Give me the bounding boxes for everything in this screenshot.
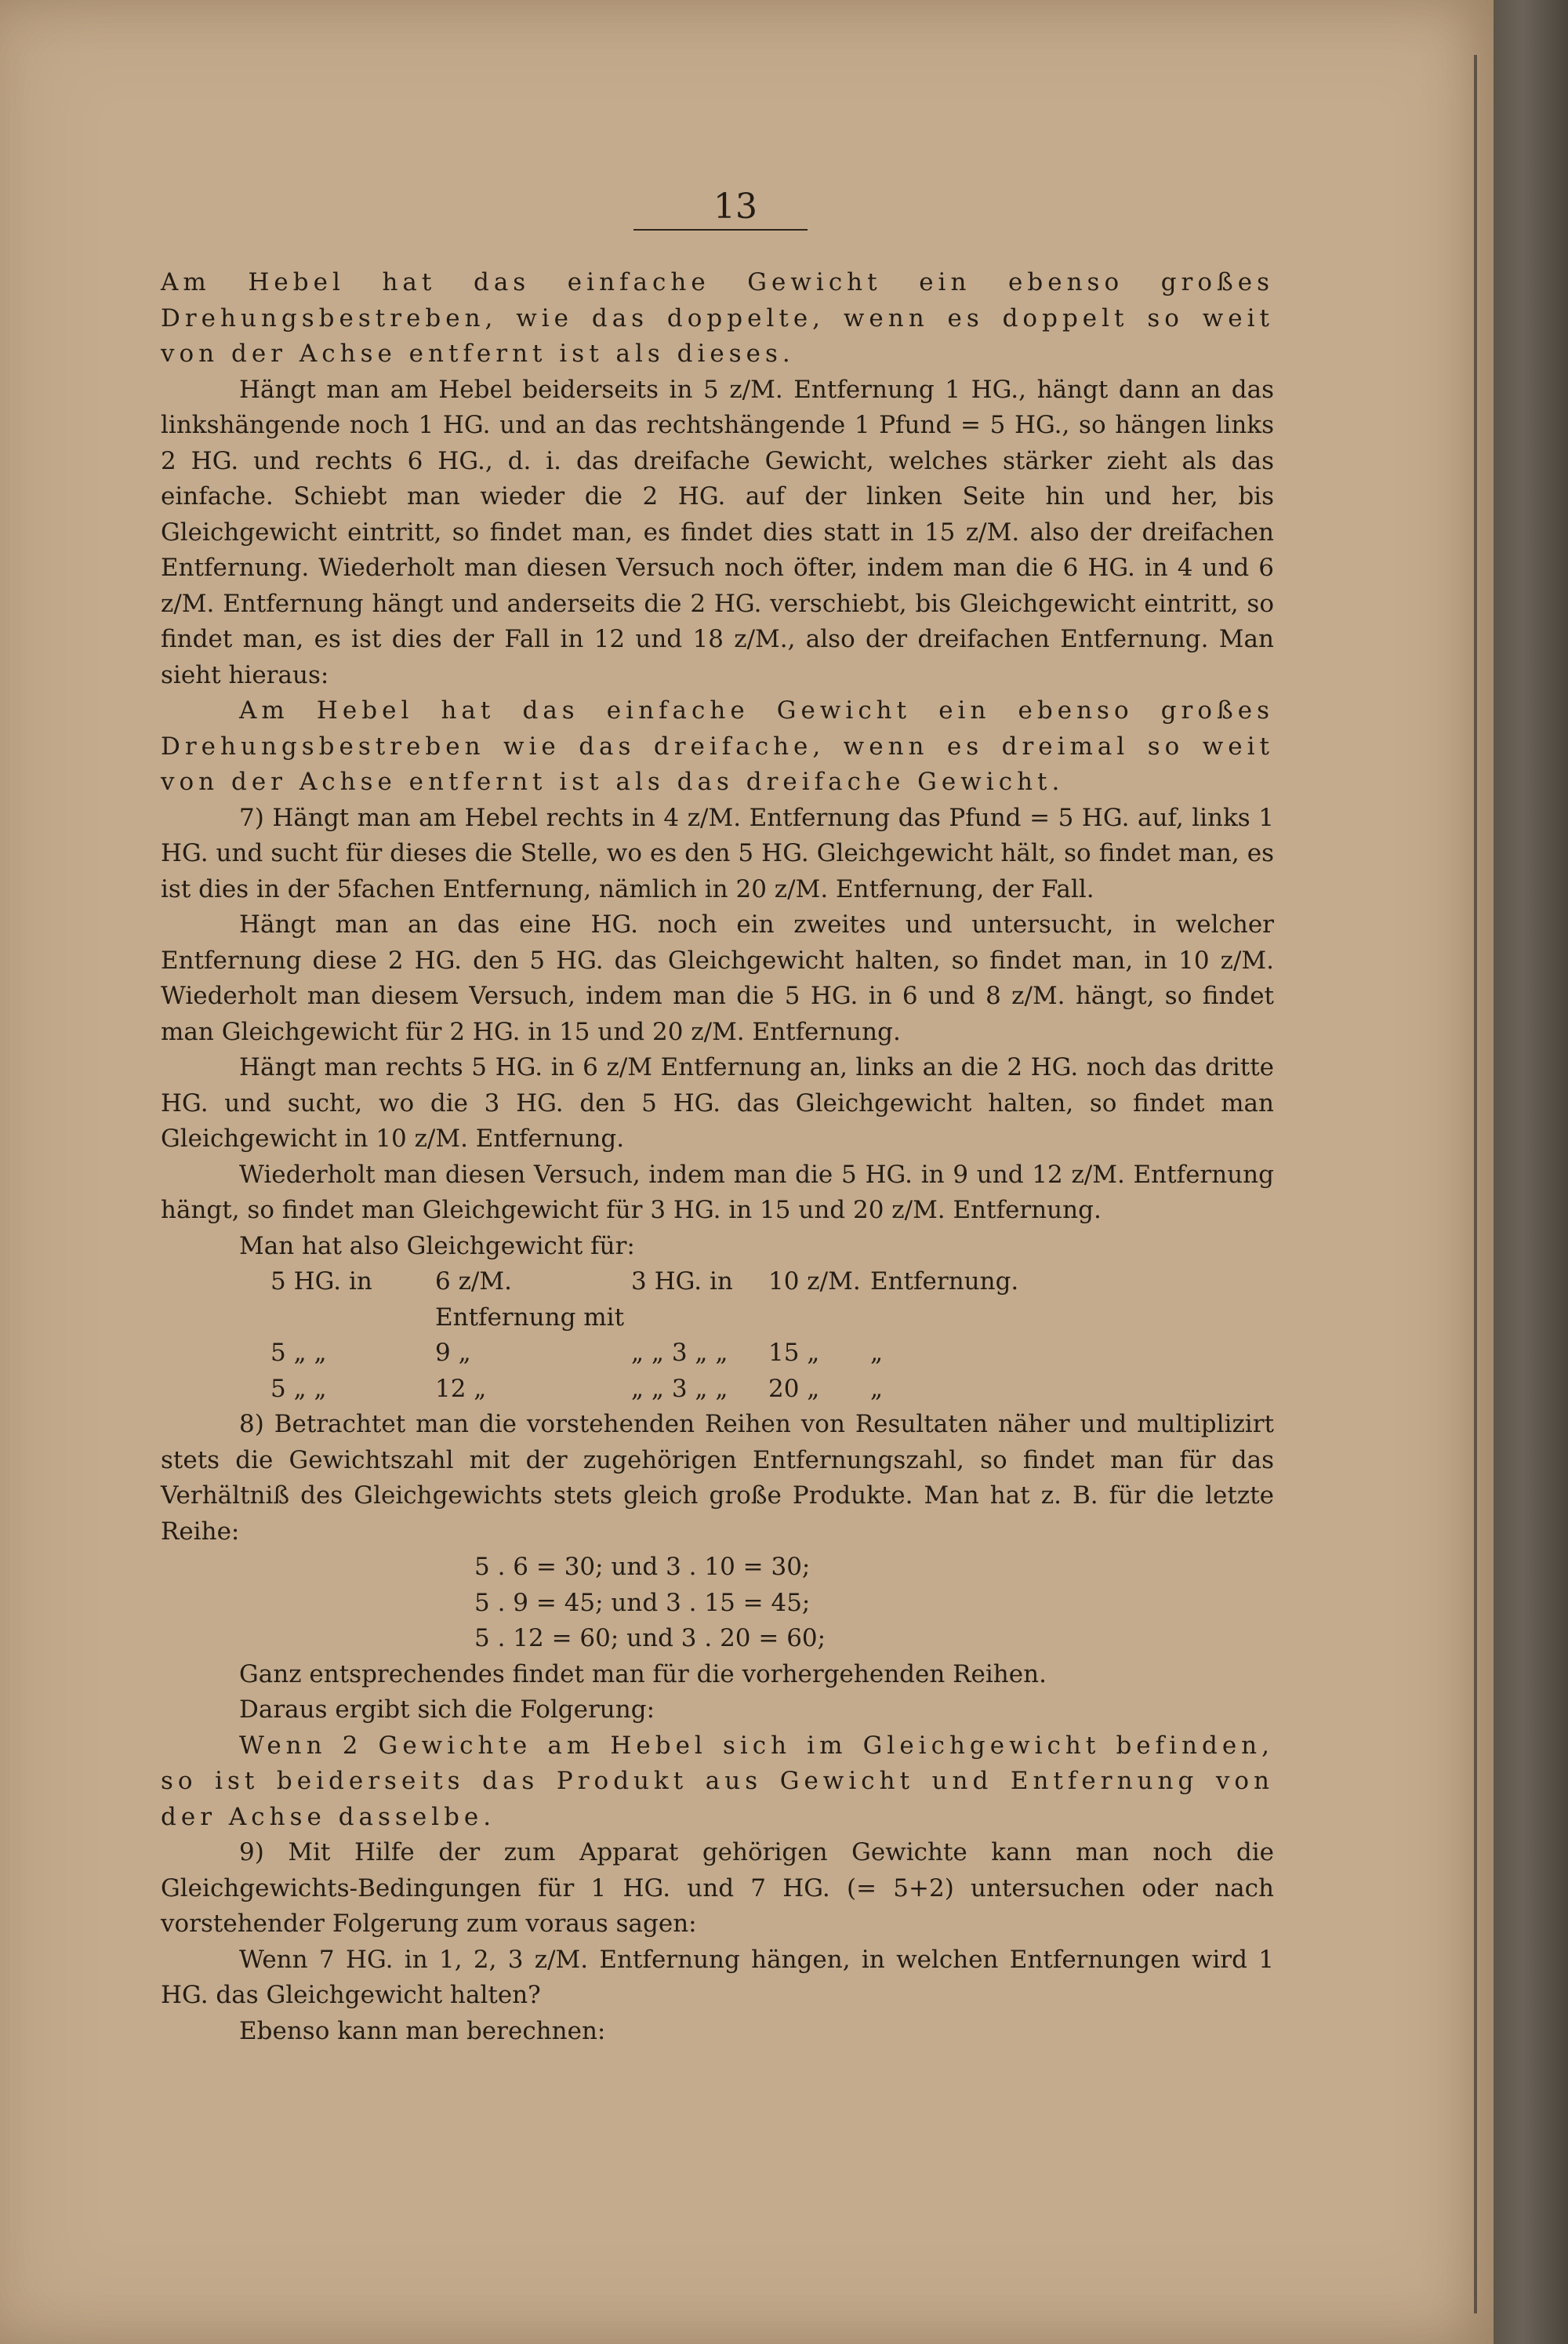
paragraph-item-9: 9) Mit Hilfe der zum Apparat gehörigen Gewichte kann man noch die Gleichgewichts-Bedingungen für 1 HG. und 7 HG. (= 5+2) untersuchen oder nach vorstehender Folgerung zum voraus sagen:: [161, 1838, 1274, 1938]
equation-line: 5 . 9 = 45; und 3 . 15 = 45;: [474, 1588, 811, 1617]
results-cell: 5 „ „: [270, 1374, 327, 1403]
paragraph-conclusion-intro: Daraus ergibt sich die Folgerung:: [239, 1695, 655, 1724]
equation-line: 5 . 12 = 60; und 3 . 20 = 60;: [474, 1624, 826, 1652]
page-number: 13: [713, 187, 757, 227]
results-cell: 12 „: [435, 1374, 487, 1403]
results-cell: 6 z/M. Entfernung mit: [435, 1267, 625, 1332]
equation-line: 5 . 6 = 30; und 3 . 10 = 30;: [474, 1553, 811, 1581]
results-cell: 9 „: [435, 1339, 471, 1367]
equation-block: [161, 1550, 1274, 1657]
results-cell: 5 HG. in: [270, 1267, 372, 1296]
paragraph-corresponding: Ganz entsprechendes findet man für die vorhergehenden Reihen.: [239, 1659, 1047, 1688]
paragraph-two-weights: Hängt man an das eine HG. noch ein zweites und untersucht, in welcher Entfernung diese 2 HG. den 5 HG. das Gleichgewicht halten, so findet man, in 10 z/M. Wiederholt man diesem Versuch, indem man die 5 HG. in 6 und 8 z/M. hängt, so findet man Gleichgewicht für 2 HG. in 15 und 20 z/M. Entfernung.: [161, 910, 1274, 1046]
page-number-rule: [633, 229, 808, 231]
results-cell: 10 z/M.: [768, 1267, 861, 1296]
paragraph-law-triple: Am Hebel hat das einfache Gewicht ein ebenso großes Drehungsbestreben wie das dreifache, wenn es dreimal so weit von der Achse entfernt ist als das dreifache Gewicht.: [161, 696, 1274, 796]
results-cell: „: [870, 1374, 884, 1403]
paragraph-item-8: 8) Betrachtet man die vorstehenden Reihen von Resultaten näher und multiplizirt stets die Gewichtszahl mit der zugehörigen Entfernungszahl, so findet man für das Verhältniß des Gleichgewichts stets gleich große Produkte. Man hat z. B. für die letzte Reihe:: [161, 1410, 1274, 1546]
paragraph-law-equilibrium: Wenn 2 Gewichte am Hebel sich im Gleichgewicht befinden, so ist beiderseits das Produkt aus Gewicht und Entfernung von der Achse dasselbe.: [161, 1731, 1274, 1831]
results-cell: Entfernung.: [870, 1267, 1019, 1296]
paragraph-law-double: Am Hebel hat das einfache Gewicht ein ebenso großes Drehungsbestreben, wie das doppelte, wenn es doppelt so weit von der Achse entfernt ist als dieses.: [161, 268, 1274, 368]
results-cell: 3 HG. in: [631, 1267, 733, 1296]
paragraph-three-weights: Hängt man rechts 5 HG. in 6 z/M Entfernung an, links an die 2 HG. noch das dritte HG. und sucht, wo die 3 HG. den 5 HG. das Gleichgewicht halten, so findet man Gleichgewicht in 10 z/M. Entfernung.: [161, 1053, 1274, 1153]
results-row: [270, 1372, 1274, 1408]
paragraph-item-7: 7) Hängt man am Hebel rechts in 4 z/M. Entfernung das Pfund = 5 HG. auf, links 1 HG. und sucht für dieses die Stelle, wo es den 5 HG. Gleichgewicht hält, so findet man, es ist dies in der 5fachen Entfernung, nämlich in 20 z/M. Entfernung, der Fall.: [161, 803, 1274, 903]
results-row: [270, 1336, 1274, 1372]
results-cell: 15 „: [768, 1339, 820, 1367]
page-body: [161, 265, 1274, 2049]
results-cell: 20 „: [768, 1374, 820, 1403]
page-edge-shadow: [1474, 55, 1477, 2313]
results-cell: „: [870, 1339, 884, 1367]
book-binding: [1494, 0, 1568, 2344]
results-table: [161, 1264, 1274, 1407]
results-cell: „ „ 3 „ „: [631, 1339, 728, 1367]
paragraph-question: Wenn 7 HG. in 1, 2, 3 z/M. Entfernung hängen, in welchen Entfernungen wird 1 HG. das Gleichgewicht halten?: [161, 1945, 1274, 2009]
paragraph-repeat-experiment: Wiederholt man diesen Versuch, indem man die 5 HG. in 9 und 12 z/M. Entfernung hängt, so findet man Gleichgewicht für 3 HG. in 15 und 20 z/M. Entfernung.: [161, 1160, 1274, 1224]
paragraph-results-intro: Man hat also Gleichgewicht für:: [239, 1231, 635, 1260]
results-cell: 5 „ „: [270, 1339, 327, 1367]
results-cell: „ „ 3 „ „: [631, 1374, 728, 1403]
paragraph-calc: Ebenso kann man berechnen:: [239, 2016, 606, 2045]
paragraph-experiment-triple: Hängt man am Hebel beiderseits in 5 z/M. Entfernung 1 HG., hängt dann an das linkshängende noch 1 HG. und an das rechtshängende 1 Pfund = 5 HG., so hängen links 2 HG. und rechts 6 HG., d. i. das dreifache Gewicht, welches stärker zieht als das einfache. Schiebt man wieder die 2 HG. auf der linken Seite hin und her, bis Gleichgewicht eintritt, so findet man, es findet dies statt in 15 z/M. also der dreifachen Entfernung. Wiederholt man diesen Versuch noch öfter, indem man die 6 HG. in 4 und 6 z/M. Entfernung hängt und anderseits die 2 HG. verschiebt, bis Gleichgewicht eintritt, so findet man, es ist dies der Fall in 12 und 18 z/M., also der dreifachen Entfernung. Man sieht hieraus:: [161, 375, 1274, 689]
results-row: [270, 1264, 1274, 1336]
